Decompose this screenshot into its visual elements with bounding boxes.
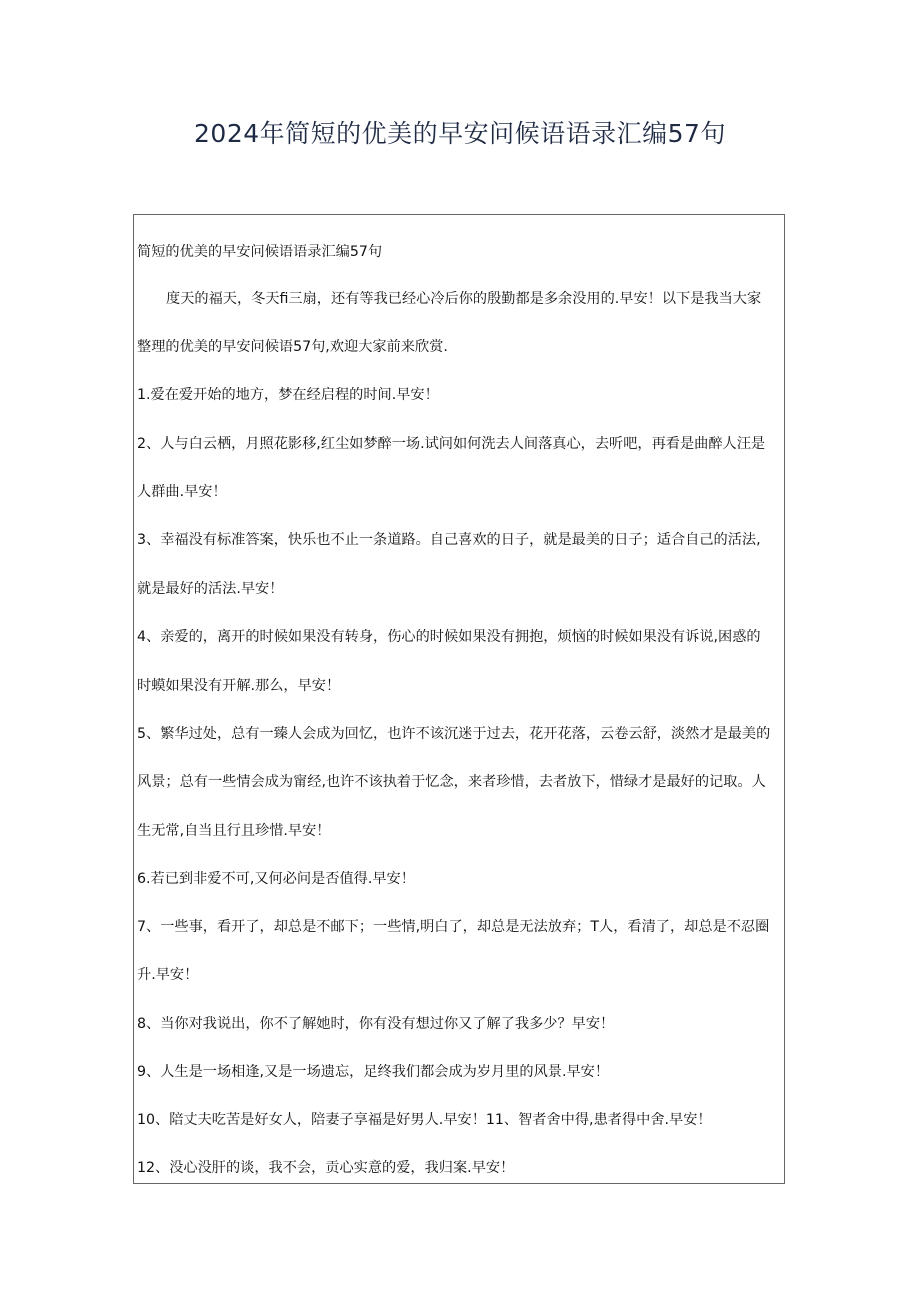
quote-line: 8、当你对我说出，你不了解她时，你有没有想过你又了解了我多少？早安！ (137, 1016, 615, 1032)
quote-line: 生无常,自当且行且珍惜.早安！ (137, 823, 331, 839)
quote-line: 风景；总有一些情会成为甯经,也许不该执着于忆念，来者珍惜，去者放下，惜绿才是最好的记取。人 (137, 774, 766, 790)
quote-line: 9、人生是一场相逢,又是一场遗忘，足终我们都会成为岁月里的风景.早安！ (137, 1064, 610, 1080)
quote-line: 12、没心没肝的谈，我不会，贡心实意的爱，我归案.早安！ (137, 1160, 515, 1176)
intro-paragraph-line: 度天的福天，冬天fi三扇，还有等我已经心冷后你的殷勤都是多余没用的.早安！以下是我当大家 (166, 291, 762, 307)
quote-line: 6.若已到非爱不可,又何必问是否值得.早安！ (137, 871, 415, 887)
quote-line: 人群曲.早安！ (137, 484, 227, 500)
quote-line: 2、人与白云栖，月照花影移,红尘如梦醉一场.试问如何洗去人间落真心，去听吧，再看是曲醉人汪是 (137, 436, 766, 452)
document-title: 2024年简短的优美的早安问候语语录汇编57句 (194, 119, 726, 148)
quote-line: 7、一些事，看开了，却总是不邮下；一些情,明白了，却总是无法放弃；T人，看清了，却总是不忍圈 (137, 919, 770, 935)
quote-line: 3、幸福没有标准答案，快乐也不止一条道路。自己喜欢的日子，就是最美的日子；适合自己的活法, (137, 532, 761, 548)
quote-line: 5、繁华过处，总有一臻人会成为回忆，也许不该沉迷于过去，花开花落，云卷云舒，淡然才是最美的 (137, 726, 771, 742)
quote-line: 就是最好的活法.早安！ (137, 581, 284, 597)
quote-line: 1.爱在爱开始的地方，梦在经启程的时间.早安！ (137, 387, 439, 403)
quote-line: 10、陪丈夫吃苦是好女人，陪妻子享福是好男人.早安！11、智者舍中得,患者得中舍.早安！ (137, 1112, 712, 1128)
quote-line: 时蟆如果没有开解.那么，早安！ (137, 678, 341, 694)
intro-paragraph-line: 整理的优美的早安问候语57句,欢迎大家前来欣赏. (137, 339, 448, 355)
content-subtitle: 简短的优美的早安问候语语录汇编57句 (137, 244, 383, 260)
quote-line: 升.早安！ (137, 967, 199, 983)
content-box (133, 214, 785, 1184)
quote-line: 4、亲爱的，离开的时候如果没有转身，伤心的时候如果没有拥抱，烦恼的时候如果没有诉说,困惑的 (137, 629, 761, 645)
